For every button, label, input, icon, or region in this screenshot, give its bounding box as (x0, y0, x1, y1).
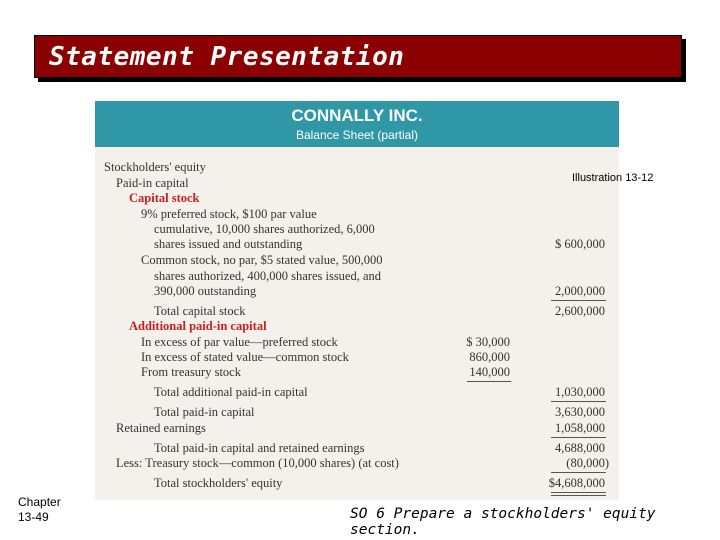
col2-double-rule-a (551, 492, 606, 493)
line-additional-paid-in: Additional paid-in capital (129, 319, 267, 333)
amount-excess-preferred: $ 30,000 (466, 335, 510, 349)
line-excess-common: In excess of stated value—common stock (141, 350, 349, 364)
slide-title: Statement Presentation (49, 42, 405, 72)
amount-total-equity: $4,608,000 (548, 476, 605, 490)
sheet-subtitle: Balance Sheet (partial) (295, 128, 419, 142)
line-treasury-source: From treasury stock (141, 365, 241, 379)
amount-total-capital-stock: 2,600,000 (555, 304, 605, 318)
amount-total-paid-in-retained: 4,688,000 (555, 441, 605, 455)
sheet-header (95, 101, 619, 147)
amount-total-additional: 1,030,000 (555, 385, 605, 399)
col1-rule (467, 381, 511, 382)
line-total-paid-in-retained: Total paid-in capital and retained earnings (154, 441, 365, 455)
line-less-treasury: Less: Treasury stock—common (10,000 shares) (at cost) (116, 456, 399, 470)
title-bar (34, 35, 682, 78)
illustration-label: Illustration 13-12 (572, 172, 654, 184)
chapter-label (18, 495, 61, 525)
amount-retained-earnings: 1,058,000 (555, 421, 605, 435)
col2-double-rule-b (551, 495, 606, 496)
line-preferred-3: shares issued and outstanding (154, 237, 303, 251)
line-common-3: 390,000 outstanding (154, 284, 257, 298)
balance-sheet (95, 101, 619, 500)
amount-total-paid-in: 3,630,000 (555, 405, 605, 419)
col2-rule-2 (551, 401, 606, 402)
line-total-capital-stock: Total capital stock (154, 304, 246, 318)
line-retained-earnings: Retained earnings (116, 421, 206, 435)
col2-rule-1 (551, 300, 606, 301)
page-number: 13-49 (18, 510, 49, 524)
study-objective: SO 6 Prepare a stockholders' equity section. (350, 506, 656, 538)
line-paid-in-capital: Paid-in capital (116, 176, 189, 190)
amount-preferred-stock: $ 600,000 (555, 237, 605, 251)
amount-treasury-stock: (80,000) (566, 456, 609, 470)
amount-common-stock: 2,000,000 (555, 284, 605, 298)
col2-rule-3 (551, 437, 606, 438)
line-stockholders-equity: Stockholders' equity (104, 160, 206, 174)
amount-excess-common: 860,000 (469, 350, 510, 364)
line-excess-preferred: In excess of par value—preferred stock (141, 335, 338, 349)
line-preferred-1: 9% preferred stock, $100 par value (141, 207, 317, 221)
line-total-equity: Total stockholders' equity (154, 476, 283, 490)
col2-rule-4 (551, 472, 606, 473)
company-name: CONNALLY INC. (291, 106, 423, 125)
line-total-additional: Total additional paid-in capital (154, 385, 308, 399)
line-common-2: shares authorized, 400,000 shares issued, and (154, 269, 382, 283)
line-preferred-2: cumulative, 10,000 shares authorized, 6,000 (154, 222, 375, 236)
line-total-paid-in: Total paid-in capital (154, 405, 255, 419)
amount-treasury-source: 140,000 (469, 365, 510, 379)
line-capital-stock: Capital stock (129, 191, 200, 205)
chapter-text: Chapter (18, 495, 61, 509)
line-common-1: Common stock, no par, $5 stated value, 500,000 (141, 253, 383, 267)
